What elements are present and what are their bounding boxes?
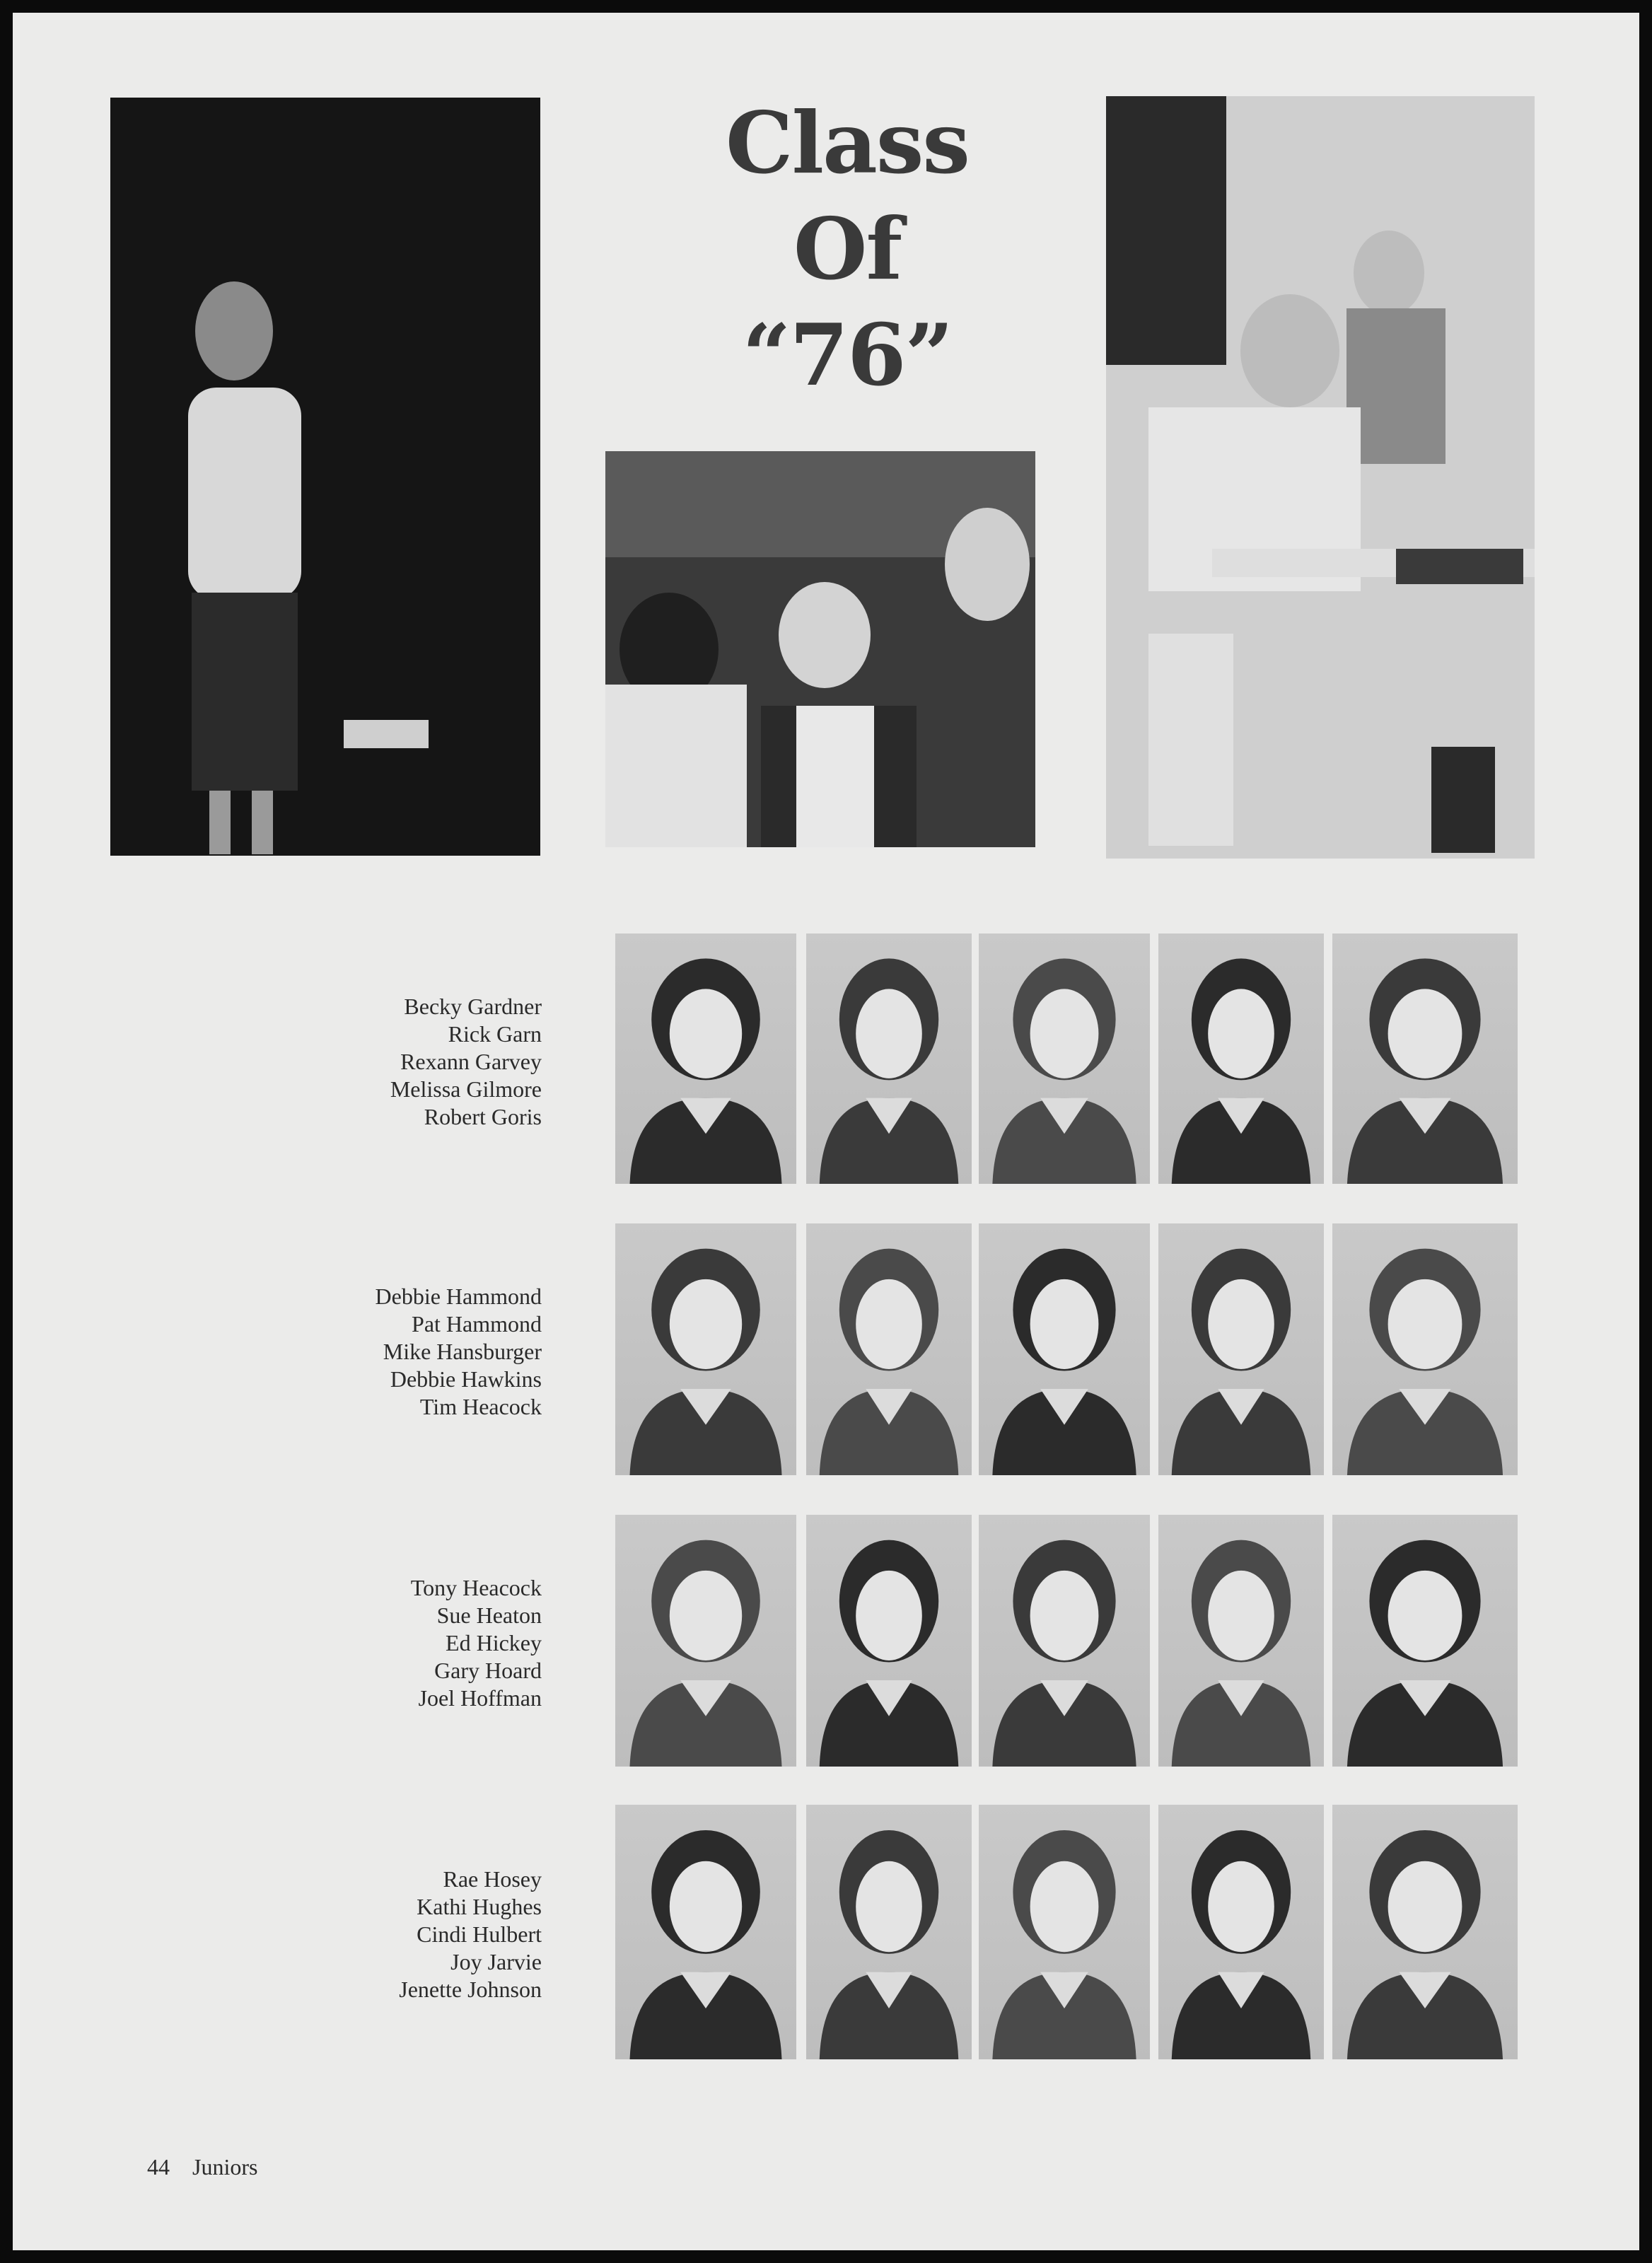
student-name: Tim Heacock bbox=[419, 1394, 542, 1419]
page-number: 44 bbox=[147, 2154, 170, 2180]
student-name: Robert Goris bbox=[424, 1104, 542, 1129]
student-name: Cindi Hulbert bbox=[417, 1921, 542, 1947]
student-portrait bbox=[806, 1515, 972, 1767]
student-portrait bbox=[1158, 1805, 1324, 2059]
section-label: Juniors bbox=[192, 2154, 258, 2180]
student-name: Pat Hammond bbox=[412, 1311, 542, 1337]
student-portrait bbox=[979, 1515, 1150, 1767]
student-portrait bbox=[615, 1515, 796, 1767]
candid-photo-classroom bbox=[1106, 96, 1535, 859]
student-portrait bbox=[806, 933, 972, 1184]
student-portrait bbox=[1332, 1223, 1518, 1475]
student-portrait bbox=[615, 933, 796, 1184]
student-portrait bbox=[1332, 933, 1518, 1184]
student-name: Sue Heaton bbox=[436, 1602, 542, 1628]
student-portrait bbox=[979, 933, 1150, 1184]
student-name: Melissa Gilmore bbox=[390, 1076, 542, 1102]
student-name: Joy Jarvie bbox=[450, 1949, 542, 1974]
student-name: Gary Hoard bbox=[434, 1658, 542, 1683]
title-line-year: “76” bbox=[742, 306, 953, 405]
student-portrait bbox=[806, 1223, 972, 1475]
student-name: Tony Heacock bbox=[410, 1575, 542, 1600]
student-portrait bbox=[1158, 933, 1324, 1184]
student-name: Becky Gardner bbox=[404, 994, 542, 1019]
title-line-of: Of bbox=[793, 199, 902, 299]
student-portrait bbox=[979, 1223, 1150, 1475]
student-name: Debbie Hawkins bbox=[390, 1366, 542, 1392]
student-portrait bbox=[1158, 1223, 1324, 1475]
student-portrait bbox=[979, 1805, 1150, 2059]
name-list-group-3 bbox=[411, 1574, 542, 1712]
student-portrait bbox=[1332, 1805, 1518, 2059]
student-portrait bbox=[615, 1223, 796, 1475]
student-name: Rexann Garvey bbox=[400, 1049, 542, 1074]
student-name: Ed Hickey bbox=[446, 1630, 542, 1656]
page-title bbox=[706, 91, 989, 409]
yearbook-page bbox=[13, 13, 1639, 2250]
student-portrait bbox=[1332, 1515, 1518, 1767]
title-line-class: Class bbox=[726, 93, 969, 193]
name-list-group-4 bbox=[399, 1866, 542, 2003]
student-portrait bbox=[806, 1805, 972, 2059]
name-list-group-1 bbox=[390, 993, 542, 1131]
student-name: Rae Hosey bbox=[443, 1866, 542, 1892]
candid-photo-girl-standing bbox=[110, 98, 540, 856]
student-name: Debbie Hammond bbox=[375, 1284, 542, 1309]
candid-photo-group-of-students bbox=[605, 451, 1035, 847]
student-name: Mike Hansburger bbox=[383, 1339, 542, 1364]
student-name: Jenette Johnson bbox=[399, 1977, 542, 2002]
student-name: Joel Hoffman bbox=[418, 1685, 542, 1711]
name-list-group-2 bbox=[376, 1283, 542, 1421]
student-name: Kathi Hughes bbox=[417, 1894, 542, 1919]
page-footer bbox=[147, 2154, 274, 2180]
student-portrait bbox=[615, 1805, 796, 2059]
student-name: Rick Garn bbox=[448, 1021, 542, 1047]
student-portrait bbox=[1158, 1515, 1324, 1767]
